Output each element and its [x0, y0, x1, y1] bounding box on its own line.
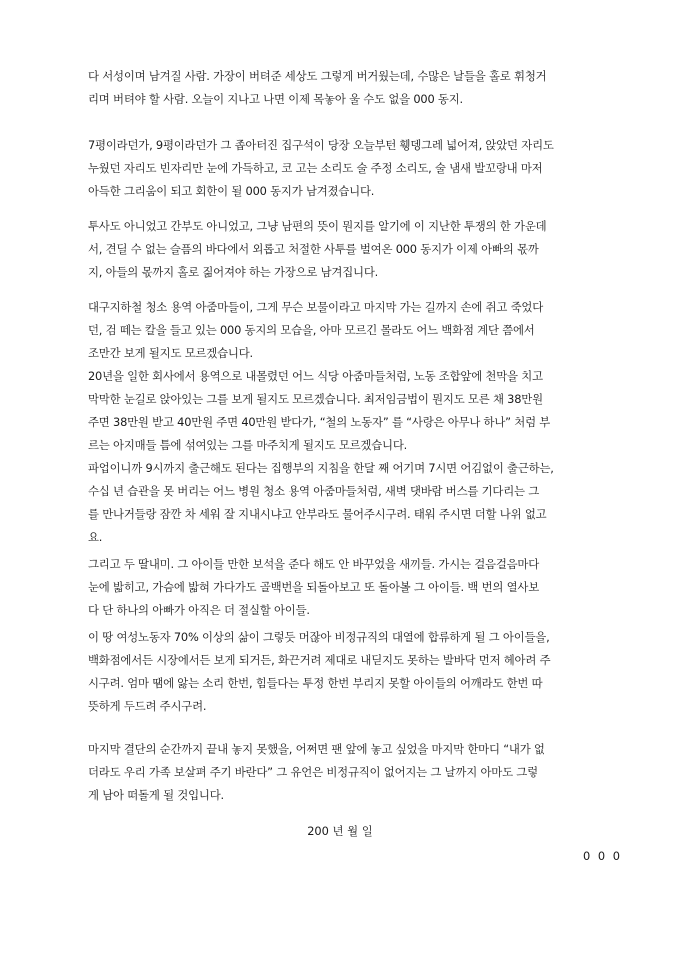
paragraph-5: [88, 457, 623, 549]
text-line: 르는 아지매들 틈에 섞여있는 그를 마주치게 될지도 모르겠습니다.: [88, 438, 408, 452]
text-line: 그리고 두 딸내미. 그 아이들 만한 보석을 준다 해도 안 바꾸었을 새끼들. 가시는 걸음걸음마다: [88, 557, 540, 571]
paragraph-8: [88, 738, 623, 807]
signature: 0 0 0: [583, 849, 622, 863]
paragraph-7: [88, 626, 623, 718]
text-line: 던, 검 떼는 칼을 들고 있는 000 동지의 모습을, 아마 모르긴 몰라도 어느 백화점 계단 쯤에서: [88, 323, 535, 337]
text-line: 더라도 우리 가족 보살펴 주기 바란다” 그 유언은 비정규직이 없어지는 그 날까지 아마도 그렇: [88, 765, 538, 779]
text-line: 수십 년 습관을 못 버리는 어느 병원 청소 용역 아줌마들처럼, 새벽 댓바람 버스를 기다리는 그: [88, 484, 540, 498]
text-line: 조만간 보게 될지도 모르겠습니다.: [88, 346, 253, 360]
text-line: 파업이니까 9시까지 출근해도 된다는 집행부의 지침을 한달 째 어기며 7시면 어김없이 출근하는,: [88, 461, 554, 475]
text-line: 20년을 일한 회사에서 용역으로 내몰렸던 어느 식당 아줌마들처럼, 노동 조합앞에 천막을 치고: [88, 369, 543, 383]
text-line: 다 단 하나의 아빠가 아직은 더 절실할 아이들.: [88, 603, 310, 617]
text-line: 누웠던 자리도 빈자리만 눈에 가득하고, 코 고는 소리도 술 주정 소리도, 술 냄새 발꼬랑내 마저: [88, 161, 543, 175]
paragraph-3: [88, 215, 623, 284]
text-line: 7평이라던가, 9평이라던가 그 좁아터진 집구석이 당장 오늘부턴 휑뎅그레 넓어져, 앉았던 자리도: [88, 138, 554, 152]
paragraph-1: [88, 65, 623, 111]
text-line: 시구려. 엄마 땜에 앓는 소리 한번, 힘들다는 투정 한번 부리지 못할 아이들의 어깨라도 한번 따: [88, 676, 543, 690]
text-line: 투사도 아니었고 간부도 아니었고, 그냥 남편의 뜻이 뭔지를 알기에 이 지난한 투쟁의 한 가운데: [88, 219, 547, 233]
text-line: 지, 아들의 몫까지 홀로 짊어져야 하는 가장으로 남겨집니다.: [88, 265, 379, 279]
text-line: 리며 버텨야 할 사람. 오늘이 지나고 나면 이제 목놓아 울 수도 없을 000 동지.: [88, 92, 463, 106]
text-line: 막막한 눈길로 앉아있는 그를 보게 될지도 모르겠습니다. 최저임금법이 뭔지도 모른 채 38만원: [88, 392, 543, 406]
text-line: 마지막 결단의 순간까지 끝내 놓지 못했을, 어쩌면 팬 앞에 놓고 싶었을 마지막 한마디 “내가 없: [88, 742, 545, 756]
paragraph-4: [88, 296, 623, 457]
text-line: 주면 38만원 받고 40만원 주면 40만원 받다가, “철의 노동자” 를 “사랑은 아무나 하나” 처럼 부: [88, 415, 551, 429]
text-line: 다 서성이며 남겨질 사람. 가장이 버텨준 세상도 그렇게 버거웠는데, 수많은 날들을 홀로 휘청거: [88, 69, 547, 83]
text-line: 대구지하철 청소 용역 아줌마들이, 그게 무슨 보물이라고 마지막 가는 길까지 손에 쥐고 죽었다: [88, 300, 543, 314]
text-line: 요.: [88, 530, 103, 544]
text-line: 이 땅 여성노동자 70% 이상의 삶이 그렇듯 머잖아 비정규직의 대열에 합류하게 될 그 아이들을,: [88, 630, 550, 644]
paragraph-2: [88, 134, 623, 203]
paragraph-6: [88, 553, 623, 622]
text-line: 아득한 그리움이 되고 회한이 될 000 동지가 남겨졌습니다.: [88, 184, 375, 198]
text-line: 백화점에서든 시장에서든 보게 되거든, 화끈거려 제대로 내딛지도 못하는 발바닥 먼저 헤아려 주: [88, 653, 551, 667]
text-line: 를 만나거들랑 잠깐 차 세워 잘 지내시냐고 안부라도 물어주시구려. 태워 주시면 더할 나위 없고: [88, 507, 547, 521]
text-line: 게 남아 떠돌게 될 것입니다.: [88, 788, 224, 802]
text-line: 뜻하게 두드려 주시구려.: [88, 699, 207, 713]
text-line: 눈에 밟히고, 가슴에 밟혀 가다가도 골백번을 되돌아보고 또 돌아볼 그 아이들. 백 번의 열사보: [88, 580, 540, 594]
text-line: 서, 견딜 수 없는 슬픔의 바다에서 외롭고 처절한 사투를 벌여온 000 동지가 이제 아빠의 몫까: [88, 242, 539, 256]
date-line: 200 년 월 일: [307, 824, 373, 838]
